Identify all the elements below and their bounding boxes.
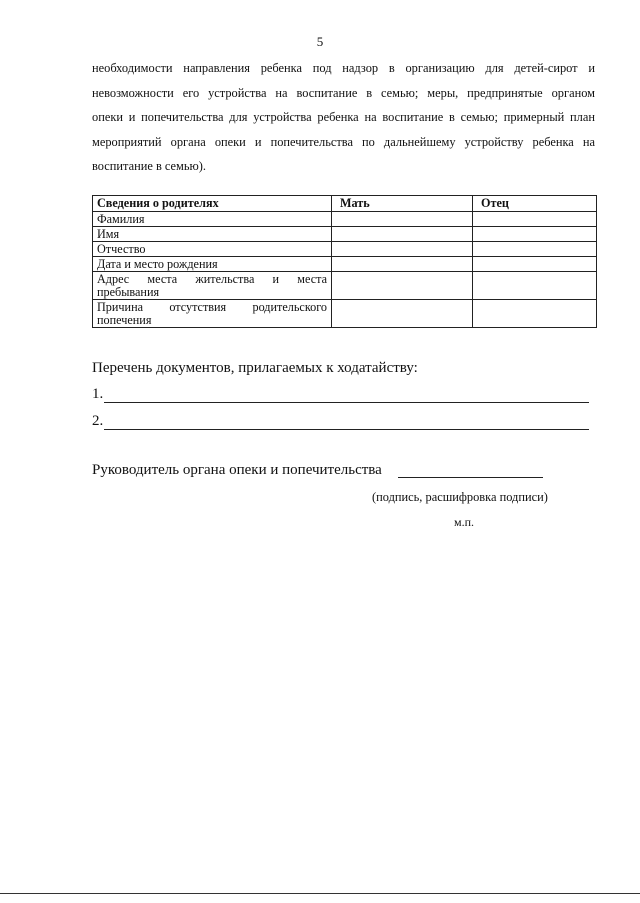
paragraph-line: воспитание в семью). <box>92 159 207 173</box>
mother-cell <box>332 300 473 328</box>
row-label: Адрес места жительства и места пребывания <box>93 272 332 300</box>
table-row-surname <box>93 212 597 227</box>
father-cell <box>473 242 597 257</box>
table-row-birth <box>93 257 597 272</box>
row-label: Отчество <box>93 242 332 257</box>
documents-list-title: Перечень документов, прилагаемых к ходатайству: <box>92 360 418 376</box>
mother-cell <box>332 272 473 300</box>
document-item-1 <box>92 386 589 403</box>
row-label: Причина отсутствия родительского попечения <box>93 300 332 328</box>
header-father: Отец <box>473 196 597 212</box>
row-label: Дата и место рождения <box>93 257 332 272</box>
row-label: Имя <box>93 227 332 242</box>
father-cell <box>473 272 597 300</box>
mother-cell <box>332 242 473 257</box>
row-label: Фамилия <box>93 212 332 227</box>
document-item-number: 1. <box>92 386 104 402</box>
fill-in-line <box>104 415 589 430</box>
guardianship-head-label: Руководитель органа опеки и попечительства <box>92 462 382 478</box>
paragraph-line: мероприятий органа опеки и попечительства по дальнейшему устройству ребенка на <box>92 134 595 149</box>
header-mother: Мать <box>332 196 473 212</box>
document-item-number: 2. <box>92 413 104 429</box>
header-parents-info: Сведения о родителях <box>93 196 332 212</box>
mother-cell <box>332 257 473 272</box>
mother-cell <box>332 227 473 242</box>
mother-cell <box>332 212 473 227</box>
father-cell <box>473 227 597 242</box>
document-item-2 <box>92 413 589 430</box>
father-cell <box>473 212 597 227</box>
page-number: 5 <box>316 34 324 49</box>
fill-in-line <box>104 388 589 403</box>
father-cell <box>473 257 597 272</box>
table-row-patronymic <box>93 242 597 257</box>
paragraph-line: невозможности его устройства на воспитание в семью; меры, предпринятые органом <box>92 85 595 100</box>
signature-line <box>398 477 543 478</box>
table-row-address <box>93 272 597 300</box>
table-row-reason <box>93 300 597 328</box>
body-paragraph <box>92 56 595 179</box>
father-cell <box>473 300 597 328</box>
stamp-place-label: м.п. <box>454 515 475 529</box>
signature-caption: (подпись, расшифровка подписи) <box>372 490 548 504</box>
table-row-name <box>93 227 597 242</box>
paragraph-line: опеки и попечительства для устройства ребенка на воспитание в семью; примерный план <box>92 110 595 124</box>
footer-divider <box>0 893 640 894</box>
table-header-row <box>93 196 597 212</box>
parents-info-table <box>92 195 597 328</box>
paragraph-line: необходимости направления ребенка под надзор в организацию для детей-сирот и <box>92 61 595 75</box>
